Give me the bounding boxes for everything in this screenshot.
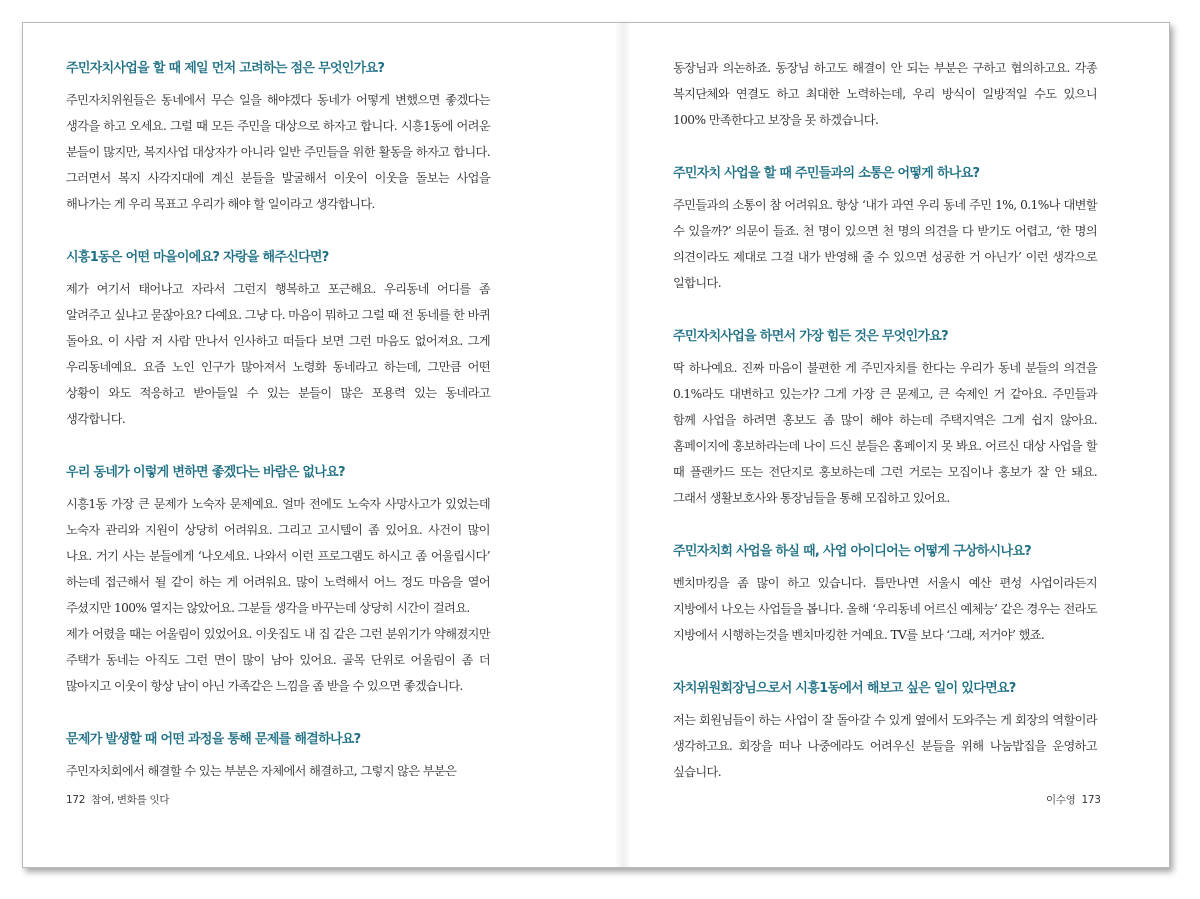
left-page — [66, 56, 490, 812]
question-heading: 우리 동네가 이렇게 변하면 좋겠다는 바람은 없나요? — [66, 465, 345, 480]
qa-section — [66, 727, 490, 784]
qa-section — [673, 161, 1097, 296]
page-number: 173 — [1081, 794, 1101, 806]
page-gutter — [615, 23, 631, 867]
qa-section — [673, 539, 1097, 648]
answer-paragraph: 벤치마킹을 좀 많이 하고 있습니다. 틈만나면 서울시 예산 편성 사업이라든지 지방에서 나오는 사업들을 봅니다. 올해 ‘우리동네 어르신 예체능’ 같은 경우는 전라도 지방에서 시행하는것을 벤치마킹한 거예요. TV를 보다 ‘그래, 저거야’ 했죠. — [673, 576, 1097, 642]
answer-paragraph: 제가 어렸을 때는 어울림이 있었어요. 이웃집도 내 집 같은 그런 분위기가 약해졌지만 주택가 동네는 아직도 그런 면이 많이 남아 있어요. 골목 단위로 어울림이 좀 더 많아지고 이웃이 항상 남이 아닌 가족같은 느낌을 좀 받을 수 있으면 좋겠습니다. — [66, 627, 490, 693]
qa-section — [673, 676, 1097, 785]
qa-section — [66, 460, 490, 699]
answer-paragraph: 딱 하나예요. 진짜 마음이 불편한 게 주민자치를 한다는 우리가 동네 분들의 의견을 0.1%라도 대변하고 있는가? 그게 가장 큰 문제고, 큰 숙제인 거 같아요. 주민들과 함께 사업을 하려면 홍보도 좀 많이 해야 하는데 주택지역은 그게 쉽지 않아요. 홈페이지에 홍보하라는데 나이 드신 분들은 홈페이지 못 봐요. 어르신 대상 사업을 할 때 플랜카드 또는 전단지로 홍보하는데 그런 거로는 모집이나 홍보가 잘 안 돼요. 그래서 생활보호사와 통장님들을 통해 모집하고 있어요. — [673, 361, 1097, 505]
answer-paragraph: 저는 회원님들이 하는 사업이 잘 돌아갈 수 있게 옆에서 도와주는 게 회장의 역할이라 생각하고요. 회장을 떠나 나중에라도 어려우신 분들을 위해 나눔밥집을 운영하고 싶습니다. — [673, 713, 1097, 779]
qa-section — [66, 245, 490, 432]
question-heading: 자치위원회장님으로서 시흥1동에서 해보고 싶은 일이 있다면요? — [673, 681, 1016, 696]
question-heading: 주민자치회 사업을 하실 때, 사업 아이디어는 어떻게 구상하시나요? — [673, 544, 1032, 559]
running-title: 이수영 — [1046, 794, 1076, 806]
question-heading: 주민자치사업을 할 때 제일 먼저 고려하는 점은 무엇인가요? — [66, 61, 385, 76]
question-heading: 주민자치 사업을 할 때 주민들과의 소통은 어떻게 하나요? — [673, 166, 980, 181]
answer-paragraph: 주민들과의 소통이 참 어려워요. 항상 ‘내가 과연 우리 동네 주민 1%, 0.1%나 대변할 수 있을까?’ 의문이 들죠. 천 명이 있으면 천 명의 의견을 다 받기도 어렵고, ‘한 명의 의견이라도 제대로 그걸 내가 반영해 줄 수 있으면 성공한 거 아닌가’ 이런 생각으로 일합니다. — [673, 198, 1097, 290]
answer-paragraph: 제가 여기서 태어나고 자라서 그런지 행복하고 포근해요. 우리동네 어디를 좀 알려주고 싶냐고 묻잖아요? 다예요. 그냥 다. 마음이 뭐하고 그럴 때 전 동네를 한 바퀴 돌아요. 이 사람 저 사람 만나서 인사하고 떠들다 보면 그런 마음도 없어져요. 그게 우리동네예요. 요즘 노인 인구가 많아져서 노령화 동네라고 하는데, 그만큼 어떤 상황이 와도 적응하고 받아들일 수 있는 분들이 많은 포용력 있는 동네라고 생각합니다. — [66, 282, 490, 426]
answer-paragraph: 주민자치회에서 해결할 수 있는 부분은 자체에서 해결하고, 그렇지 않은 부분은 — [66, 764, 457, 778]
answer-paragraph: 동장님과 의논하죠. 동장님 하고도 해결이 안 되는 부분은 구하고 협의하고요. 각종 복지단체와 연결도 하고 최대한 노력하는데, 우리 방식이 일방적일 수도 있으니 100% 만족한다고 보장을 못 하겠습니다. — [673, 61, 1097, 127]
qa-section — [673, 324, 1097, 511]
qa-section — [66, 56, 490, 217]
answer-paragraph: 시흥1동 가장 큰 문제가 노숙자 문제예요. 얼마 전에도 노숙자 사망사고가 있었는데 노숙자 관리와 지원이 상당히 어려워요. 그리고 고시텔이 좀 있어요. 사건이 많이 나요. 거기 사는 분들에게 ‘나오세요. 나와서 이런 프로그램도 하시고 좀 어울립시다’ 하는데 접근해서 될 같이 하는 게 어려워요. 많이 노력해서 어느 정도 마음을 열어 주셨지만 100% 열지는 않았어요. 그분들 생각을 바꾸는데 상당히 시간이 걸려요. — [66, 497, 490, 615]
right-page — [673, 55, 1097, 813]
question-heading: 문제가 발생할 때 어떤 과정을 통해 문제를 해결하나요? — [66, 732, 361, 747]
qa-continuation — [673, 55, 1097, 133]
answer-paragraph: 주민자치위원들은 동네에서 무슨 일을 해야겠다 동네가 어떻게 변했으면 좋겠다는 생각을 하고 오세요. 그럴 때 모든 주민을 대상으로 하자고 합니다. 시흥1동에 어려운 분들이 많지만, 복지사업 대상자가 아니라 일반 주민들을 위한 활동을 하자고 합니다. 그러면서 복지 사각지대에 계신 분들을 발굴해서 이웃이 이웃을 돌보는 사업을 해나가는 게 우리 목표고 우리가 해야 할 일이라고 생각합니다. — [66, 93, 490, 211]
page-number: 172 — [66, 794, 86, 806]
question-heading: 주민자치사업을 하면서 가장 힘든 것은 무엇인가요? — [673, 329, 948, 344]
right-folio — [1046, 792, 1101, 807]
left-folio — [66, 792, 169, 807]
running-title: 참여, 변화를 잇다 — [91, 794, 170, 806]
question-heading: 시흥1동은 어떤 마을이에요? 자랑을 해주신다면? — [66, 250, 329, 265]
